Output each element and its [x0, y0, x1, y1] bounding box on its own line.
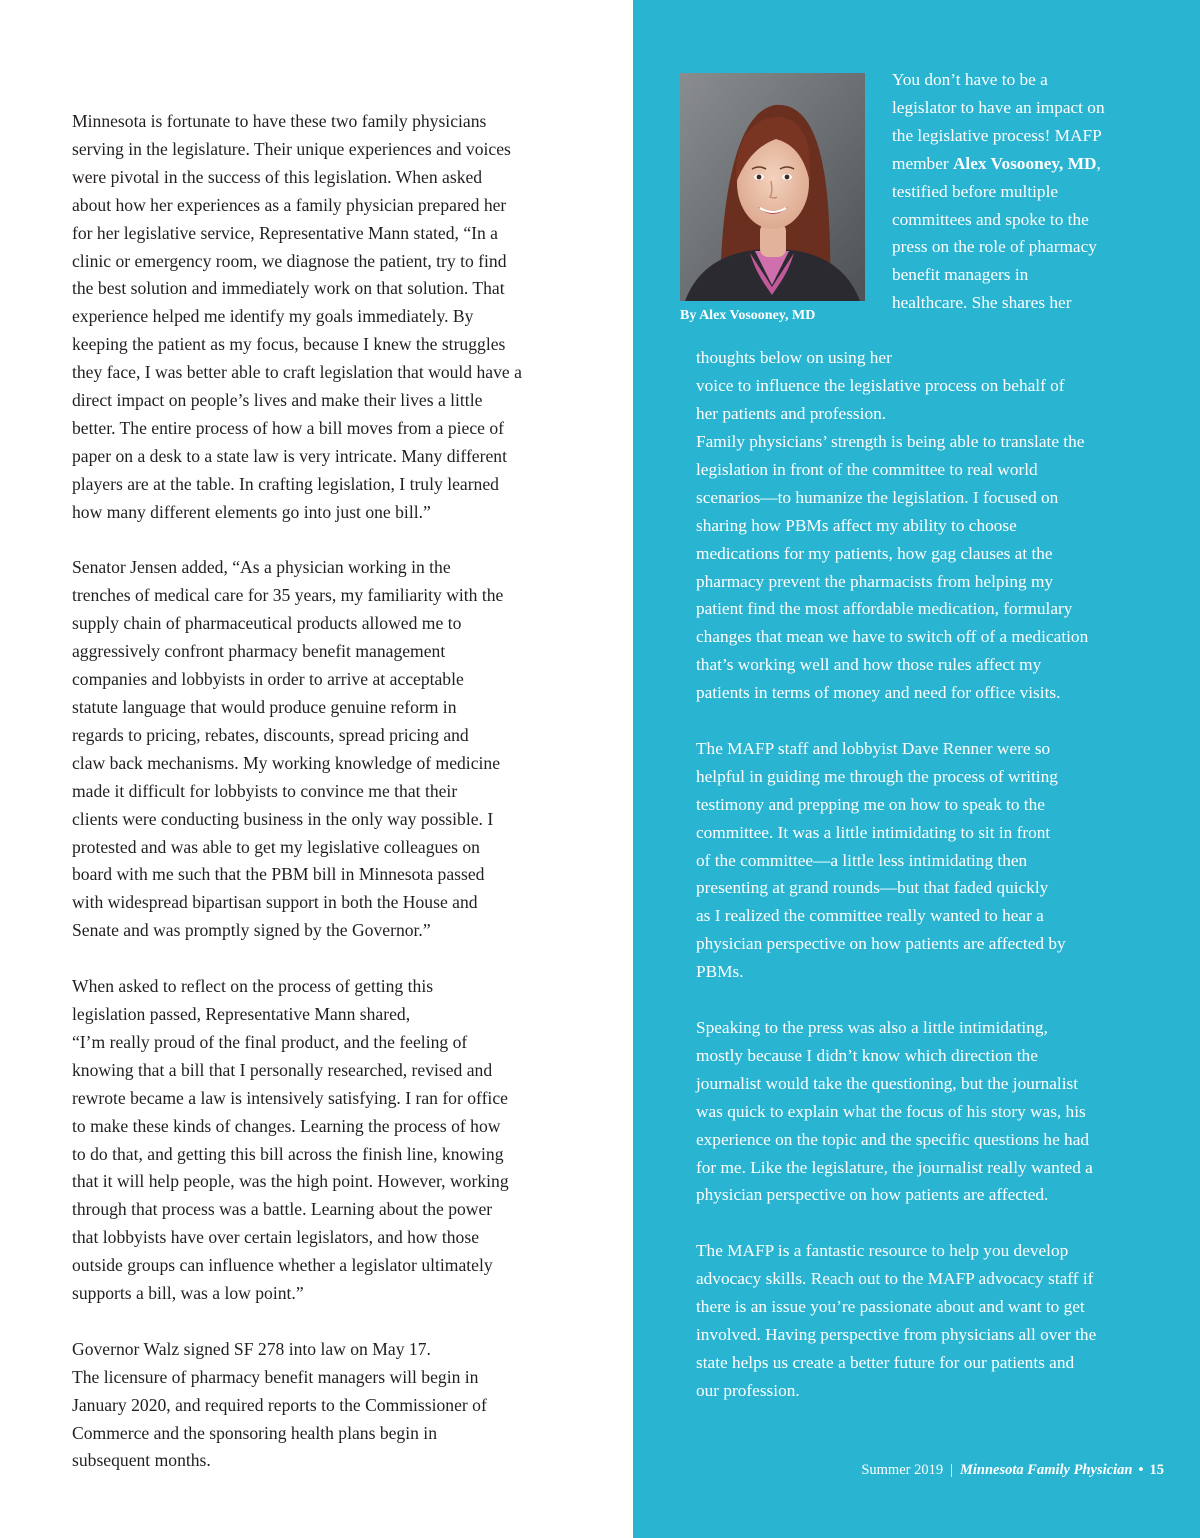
intro-text-before: You don’t have to be a legislator to have an impact on the legislative process! MAFP member: [892, 70, 1105, 173]
article-main-column: [72, 108, 592, 1503]
member-name: Alex Vosooney, MD: [952, 153, 1097, 173]
sidebar-paragraph-4: The MAFP is a fantastic resource to help you develop advocacy skills. Reach out to the MAFP advocacy staff if there is an issue you’re passionate about and want to get involved. Having perspective from physicians all over the state helps us create a better future for our patients and our profession.: [696, 1241, 1097, 1400]
page-number: 15: [1149, 1462, 1164, 1478]
sidebar-body: [696, 428, 1146, 1433]
footer-publication: Minnesota Family Physician: [960, 1462, 1133, 1478]
intro-text-after: , testified before multiple committees and spoke to the press on the role of pharmacy benefit managers in healthcare. She shares her: [892, 153, 1101, 313]
sidebar-panel: [633, 0, 1200, 1538]
sidebar-paragraph-1: Family physicians’ strength is being able to translate the legislation in front of the committee to real world scenarios—to humanize the legislation. I focused on sharing how PBMs affect my ability to choose medications for my patients, how gag clauses at the pharmacy prevent the pharmacists from helping my patient find the most affordable medication, formulary changes that mean we have to switch off of a medication that’s working well and how those rules affect my patients in terms of money and need for office visits.: [696, 432, 1089, 703]
author-photo: [680, 73, 865, 301]
sidebar-paragraph-3: Speaking to the press was also a little intimidating, mostly because I didn’t know which direction the journalist would take the questioning, but the journalist was quick to explain what the focus of his story was, his experience on the topic and the specific questions he had for me. Like the legislature, the journalist really wanted a physician perspective on how patients are affected.: [696, 1018, 1093, 1205]
footer-issue: Summer 2019: [861, 1462, 944, 1478]
article-paragraph-1: Minnesota is fortunate to have these two family physicians serving in the legislature. Their unique experiences and voices were pivotal in the success of this legislation. When asked about how her experiences as a family physician prepared her for her legislative service, Representative Mann stated, “In a clinic or emergency room, we diagnose the patient, try to find the best solution and immediately work on that solution. That experience helped me identify my goals immediately. By keeping the patient as my focus, because I knew the struggles they face, I was better able to craft legislation that would have a direct impact on people’s lives and make their lives a little better. The entire process of how a bill moves from a piece of paper on a desk to a state law is very intricate. Many different players are at the table. In crafting legislation, I truly learned how many different elements go into just one bill.”: [72, 111, 522, 522]
article-paragraph-2: Senator Jensen added, “As a physician working in the trenches of medical care for 35 years, my familiarity with the supply chain of pharmaceutical products allowed me to aggressively confront pharmacy benefit management companies and lobbyists in order to arrive at acceptable statute language that would produce genuine reform in regards to pricing, rebates, discounts, spread pricing and claw back mechanisms. My working knowledge of medicine made it difficult for lobbyists to convince me that their clients were conducting business in the only way possible. I protested and was able to get my legislative colleagues on board with me such that the PBM bill in Minnesota passed with widespread bipartisan support in both the House and Senate and was promptly signed by the Governor.”: [72, 557, 504, 941]
sidebar-paragraph-2: The MAFP staff and lobbyist Dave Renner were so helpful in guiding me through the process of writing testimony and prepping me on how to speak to the committee. It was a little intimidating to sit in front of the committee—a little less intimidating then presenting at grand rounds—but that faded quickly as I realized the committee really wanted to hear a physician perspective on how patients are affected by PBMs.: [696, 738, 1066, 982]
page-footer: [861, 1460, 1164, 1480]
footer-separator: |: [950, 1462, 953, 1478]
sidebar-intro: [892, 66, 1152, 317]
article-paragraph-3: When asked to reflect on the process of getting this legislation passed, Representative Mann shared, “I’m really proud of the final product, and the feeling of knowing that a bill that I personally researched, revised and rewrote became a law is intensively satisfying. I ran for office to make these kinds of changes. Learning the process of how to do that, and getting this bill across the finish line, knowing that it will help people, was the high point. However, working through that process was a battle. Learning about the power that lobbyists have over certain legislators, and how those outside groups can influence whether a legislator ultimately supports a bill, was a low point.”: [72, 976, 509, 1304]
article-paragraph-4: Governor Walz signed SF 278 into law on May 17. The licensure of pharmacy benefit managers will begin in January 2020, and required reports to the Commissioner of Commerce and the sponsoring health plans begin in subsequent months.: [72, 1338, 487, 1471]
sidebar-intro-continued: thoughts below on using her voice to influence the legislative process on behalf of her patients and profession.: [696, 348, 1065, 423]
photo-caption: By Alex Vosooney, MD: [680, 308, 816, 323]
portrait-photo-icon: [680, 73, 865, 301]
footer-bullet: •: [1138, 1462, 1144, 1478]
